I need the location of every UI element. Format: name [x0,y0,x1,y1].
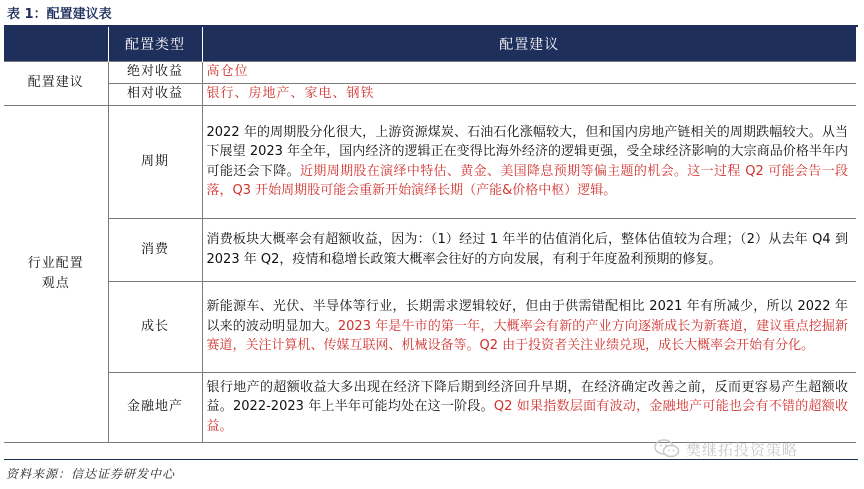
advice-relative-return: 银行、房地产、家电、钢铁 [202,83,856,105]
desc-growth [202,281,856,372]
config-table [4,27,856,443]
desc-consumer-plain: 消费板块大概率会有超额收益，因为：（1）经过 1 年半的估值消化后，整体估值较为合理；（2）从去年 Q4 到 2023 年 Q2，疫情和稳增长政策大概率会往好的方向发展，有利于年度盈利预期的修复。 [206,232,848,267]
header-config-advice: 配置建议 [202,27,856,61]
category-config-advice: 配置建议 [4,61,108,105]
wechat-icon [654,439,680,459]
table-row-absolute [4,61,856,83]
table-row-finance-realestate [4,372,856,442]
table-row-cyclical [4,105,856,218]
type-relative-return: 相对收益 [108,83,202,105]
desc-finance-highlight: Q2 如果指数层面有波动，金融地产可能也会有不错的超额收益。 [206,399,848,434]
category-industry-line2: 观点 [41,275,70,291]
desc-finance-realestate [202,372,856,442]
header-blank [4,27,108,61]
table-row-consumer [4,218,856,281]
desc-cyclical-plain: 2022 年的周期股分化很大，上游资源煤炭、石油石化涨幅较大，但和国内房地产链相关的周期跌幅较大。从当下展望 2023 年全年，国内经济的逻辑正在变得比海外经济的逻辑更强，受全球经济影响的大宗商品价格半年内可能还会下降。 [206,124,848,179]
desc-cyclical [202,105,856,218]
type-absolute-return: 绝对收益 [108,61,202,83]
desc-consumer [202,218,856,281]
sector-consumer: 消费 [108,218,202,281]
header-config-type: 配置类型 [108,27,202,61]
table-header-row [4,27,856,61]
sector-growth: 成长 [108,281,202,372]
source-note: 资料来源：信达证券研发中心 [6,467,176,481]
desc-growth-plain: 新能源车、光伏、半导体等行业，长期需求逻辑较好，但由于供需错配相比 2021 年有所减少，所以 2022 年以来的波动明显加大。 [206,299,848,334]
category-industry-line1: 行业配置 [27,256,84,271]
sector-cyclical: 周期 [108,105,202,218]
category-industry-view [4,105,108,442]
advice-absolute-return: 高仓位 [202,61,856,83]
table-row-relative [4,83,856,105]
watermark-text: 樊继拓投资策略 [686,440,799,459]
table-row-growth [4,281,856,372]
desc-growth-highlight: 2023 年是牛市的第一年，大概率会有新的产业方向逐渐成长为新赛道，建议重点挖掘新赛道，关注计算机、传媒互联网、机械设备等。Q2 由于投资者关注业绩兑现，成长大概率会开始有分化。 [206,318,848,354]
desc-finance-plain: 银行地产的超额收益大多出现在经济下降后期到经济回升早期，在经济确定改善之前，反而更容易产生超额收益。2022-2023 年上半年可能均处在这一阶段。 [206,379,848,415]
sector-finance-realestate: 金融地产 [108,372,202,442]
watermark [654,438,798,460]
table-title: 表 1：配置建议表 [7,7,112,22]
desc-cyclical-highlight: 近期周期股在演绎中特估、黄金、美国降息预期等偏主题的机会。这一过程 Q2 可能会告一段落，Q3 开始周期股可能会重新开始演绎长期（产能&价格中枢）逻辑。 [206,163,848,198]
